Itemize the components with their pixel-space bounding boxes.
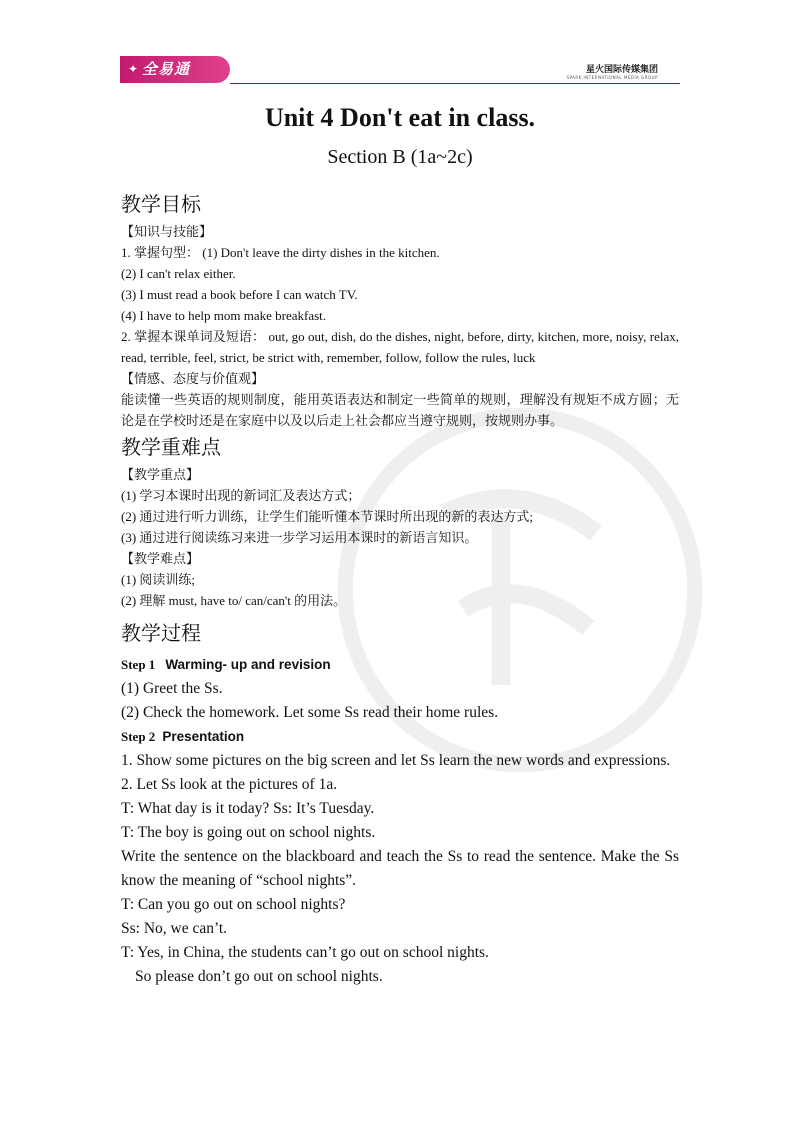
document-body [121,188,679,989]
page-header [120,56,680,86]
step-2-label: Step 2 [121,729,156,744]
step-2-line: T: Can you go out on school nights? [121,896,346,913]
step-2-line: T: The boy is going out on school nights. [121,824,376,841]
step-1-heading [121,653,679,677]
goal-line: 1. 掌握句型： (1) Don't leave the dirty dishes in the kitchen. [121,245,440,260]
step-1-label: Step 1 [121,657,156,672]
step-2-line: T: Yes, in China, the students can’t go out on school nights. [121,944,489,961]
emotion-values-text: 能读懂一些英语的规则制度，能用英语表达和制定一些简单的规则，理解没有规矩不成方圆；无论是在学校时还是在家庭中以及以后走上社会都应当遵守规则，按规则办事。 [121,392,679,428]
teaching-focus-tag: 【教学重点】 [121,467,200,482]
step-2-line: 2. Let Ss look at the pictures of 1a. [121,776,338,793]
teaching-difficulty-tag: 【教学难点】 [121,551,200,566]
step-2-line: 1. Show some pictures on the big screen and let Ss learn the new words and expressions. [121,752,671,769]
star-icon: ✦ [128,62,140,76]
step-2-heading [121,725,679,749]
step-1-line: (2) Check the homework. Let some Ss read their home rules. [121,704,499,721]
knowledge-skills-tag: 【知识与技能】 [121,224,213,239]
step-1-title: Warming- up and revision [165,657,331,672]
step-2-line: Write the sentence on the blackboard and teach the Ss to read the sentence. Make the Ss know the meaning of “school nights”. [121,848,679,889]
step-2-line: T: What day is it today? Ss: It’s Tuesday. [121,800,375,817]
step-2-title: Presentation [162,729,245,744]
difficulty-item: (2) 理解 must, have to/ can/can't 的用法。 [121,593,347,608]
step-1-line: (1) Greet the Ss. [121,680,223,697]
goal-line: (4) I have to help mom make breakfast. [121,308,327,323]
step-2-line: Ss: No, we can’t. [121,920,228,937]
step-2-line: So please don’t go out on school nights. [135,968,383,985]
logo-text: 全易通 [142,60,191,78]
focus-item: (2) 通过进行听力训练，让学生们能听懂本节课时所出现的新的表达方式; [121,509,534,524]
section-heading-keypoints: 教学重难点 [121,435,221,459]
brand-logo [120,56,230,83]
section-heading-goals: 教学目标 [121,192,201,216]
goal-vocabulary: 2. 掌握本课单词及短语： out, go out, dish, do the dishes, night, before, dirty, kitchen, more, noisy, relax, read, terrible, feel, strict, be strict with, remember, follow, follow the rules, luck [121,329,679,365]
difficulty-item: (1) 阅读训练; [121,572,196,587]
document-subtitle: Section B (1a~2c) [327,146,473,168]
emotion-values-tag: 【情感、态度与价值观】 [121,371,265,386]
section-heading-process: 教学过程 [121,621,201,645]
publisher-subtitle: SPARK INTERNATIONAL MEDIA GROUP [566,75,658,80]
focus-item: (1) 学习本课时出现的新词汇及表达方式； [121,488,361,503]
focus-item: (3) 通过进行阅读练习来进一步学习运用本课时的新语言知识。 [121,530,478,545]
publisher-name: 星火国际传媒集团 [585,65,658,75]
document-title: Unit 4 Don't eat in class. [264,103,536,132]
goal-line: (3) I must read a book before I can watch TV. [121,287,358,302]
goal-line: (2) I can't relax either. [121,266,236,281]
header-divider [230,83,680,84]
publisher-brand [566,62,658,80]
